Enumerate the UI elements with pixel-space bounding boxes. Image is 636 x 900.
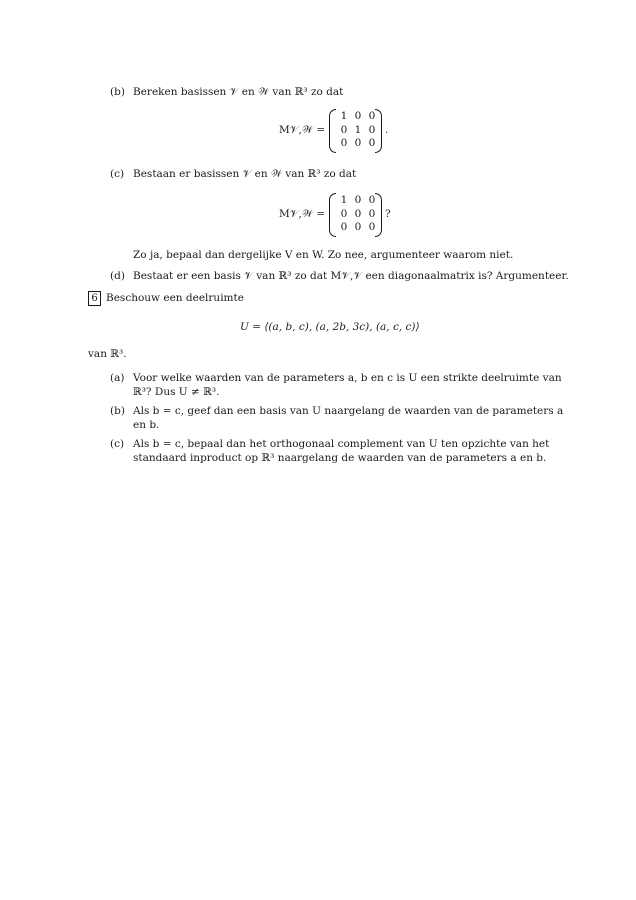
matrix-cell: 0 bbox=[340, 137, 348, 149]
problem-number-box: 6 bbox=[88, 291, 101, 306]
item-d-text: Bestaat er een basis 𝒱 van ℝ³ zo dat M𝒱,𝒱 een diagonaalmatrix is? Argumenteer. bbox=[133, 270, 569, 282]
matrix-cell: 0 bbox=[368, 194, 376, 206]
problem-6-intro: Beschouw een deelruimte bbox=[106, 292, 244, 304]
matrix-cell: 0 bbox=[340, 207, 348, 220]
matrix-cell: 1 bbox=[354, 123, 362, 136]
matrix-cell: 0 bbox=[368, 137, 376, 149]
matrix-cell: 0 bbox=[354, 207, 362, 220]
matrix-cell: 0 bbox=[354, 110, 362, 122]
matrix-2 bbox=[279, 193, 391, 237]
matrix-cell: 1 bbox=[340, 194, 348, 206]
matrix-cell: 0 bbox=[368, 123, 376, 136]
matrix-cell: 0 bbox=[354, 194, 362, 206]
matrix-1 bbox=[279, 109, 389, 153]
matrix-1-tail: . bbox=[385, 124, 389, 136]
matrix-cell: 0 bbox=[354, 221, 362, 233]
item-c-label: (c) bbox=[110, 168, 125, 180]
matrix-1-grid bbox=[337, 110, 379, 151]
matrix-1-left-paren bbox=[329, 109, 336, 153]
item-6a-label: (a) bbox=[110, 372, 125, 384]
matrix-2-left-paren bbox=[329, 193, 336, 237]
item-6b-line2: en b. bbox=[133, 419, 160, 431]
matrix-cell: 1 bbox=[340, 110, 348, 122]
item-d-label: (d) bbox=[110, 270, 125, 282]
matrix-cell: 0 bbox=[354, 137, 362, 149]
item-c-text: Bestaan er basissen 𝒱 en 𝒲 van ℝ³ zo dat bbox=[133, 168, 357, 180]
matrix-cell: 0 bbox=[368, 221, 376, 233]
matrix-cell: 0 bbox=[368, 110, 376, 122]
matrix-2-tail: ? bbox=[385, 208, 391, 220]
matrix-2-grid bbox=[337, 194, 379, 235]
item-6c-label: (c) bbox=[110, 438, 125, 450]
matrix-cell: 0 bbox=[340, 221, 348, 233]
item-6b-label: (b) bbox=[110, 405, 125, 417]
matrix-2-right-paren bbox=[375, 193, 382, 237]
item-6a-line2: ℝ³? Dus U ≠ ℝ³. bbox=[133, 386, 220, 398]
item-6a-line1: Voor welke waarden van de parameters a, b en c is U een strikte deelruimte van bbox=[133, 372, 562, 384]
item-c-followup: Zo ja, bepaal dan dergelijke V en W. Zo nee, argumenteer waarom niet. bbox=[133, 249, 514, 261]
item-6c-line2: standaard inproduct op ℝ³ naargelang de waarden van de parameters a en b. bbox=[133, 452, 547, 464]
matrix-1-lhs: M𝒱,𝒲 = bbox=[279, 124, 325, 136]
matrix-1-right-paren bbox=[375, 109, 382, 153]
matrix-2-lhs: M𝒱,𝒲 = bbox=[279, 208, 325, 220]
item-b-label: (b) bbox=[110, 86, 125, 98]
item-6c-line1: Als b = c, bepaal dan het orthogonaal complement van U ten opzichte van het bbox=[133, 438, 550, 450]
problem-6-equation: U = ⟨(a, b, c), (a, 2b, 3c), (a, c, c)⟩ bbox=[240, 321, 420, 333]
item-b-text: Bereken basissen 𝒱 en 𝒲 van ℝ³ zo dat bbox=[133, 86, 344, 98]
problem-6-after: van ℝ³. bbox=[88, 348, 127, 360]
matrix-cell: 0 bbox=[368, 207, 376, 220]
matrix-cell: 0 bbox=[340, 123, 348, 136]
item-6b-line1: Als b = c, geef dan een basis van U naargelang de waarden van de parameters a bbox=[133, 405, 564, 417]
